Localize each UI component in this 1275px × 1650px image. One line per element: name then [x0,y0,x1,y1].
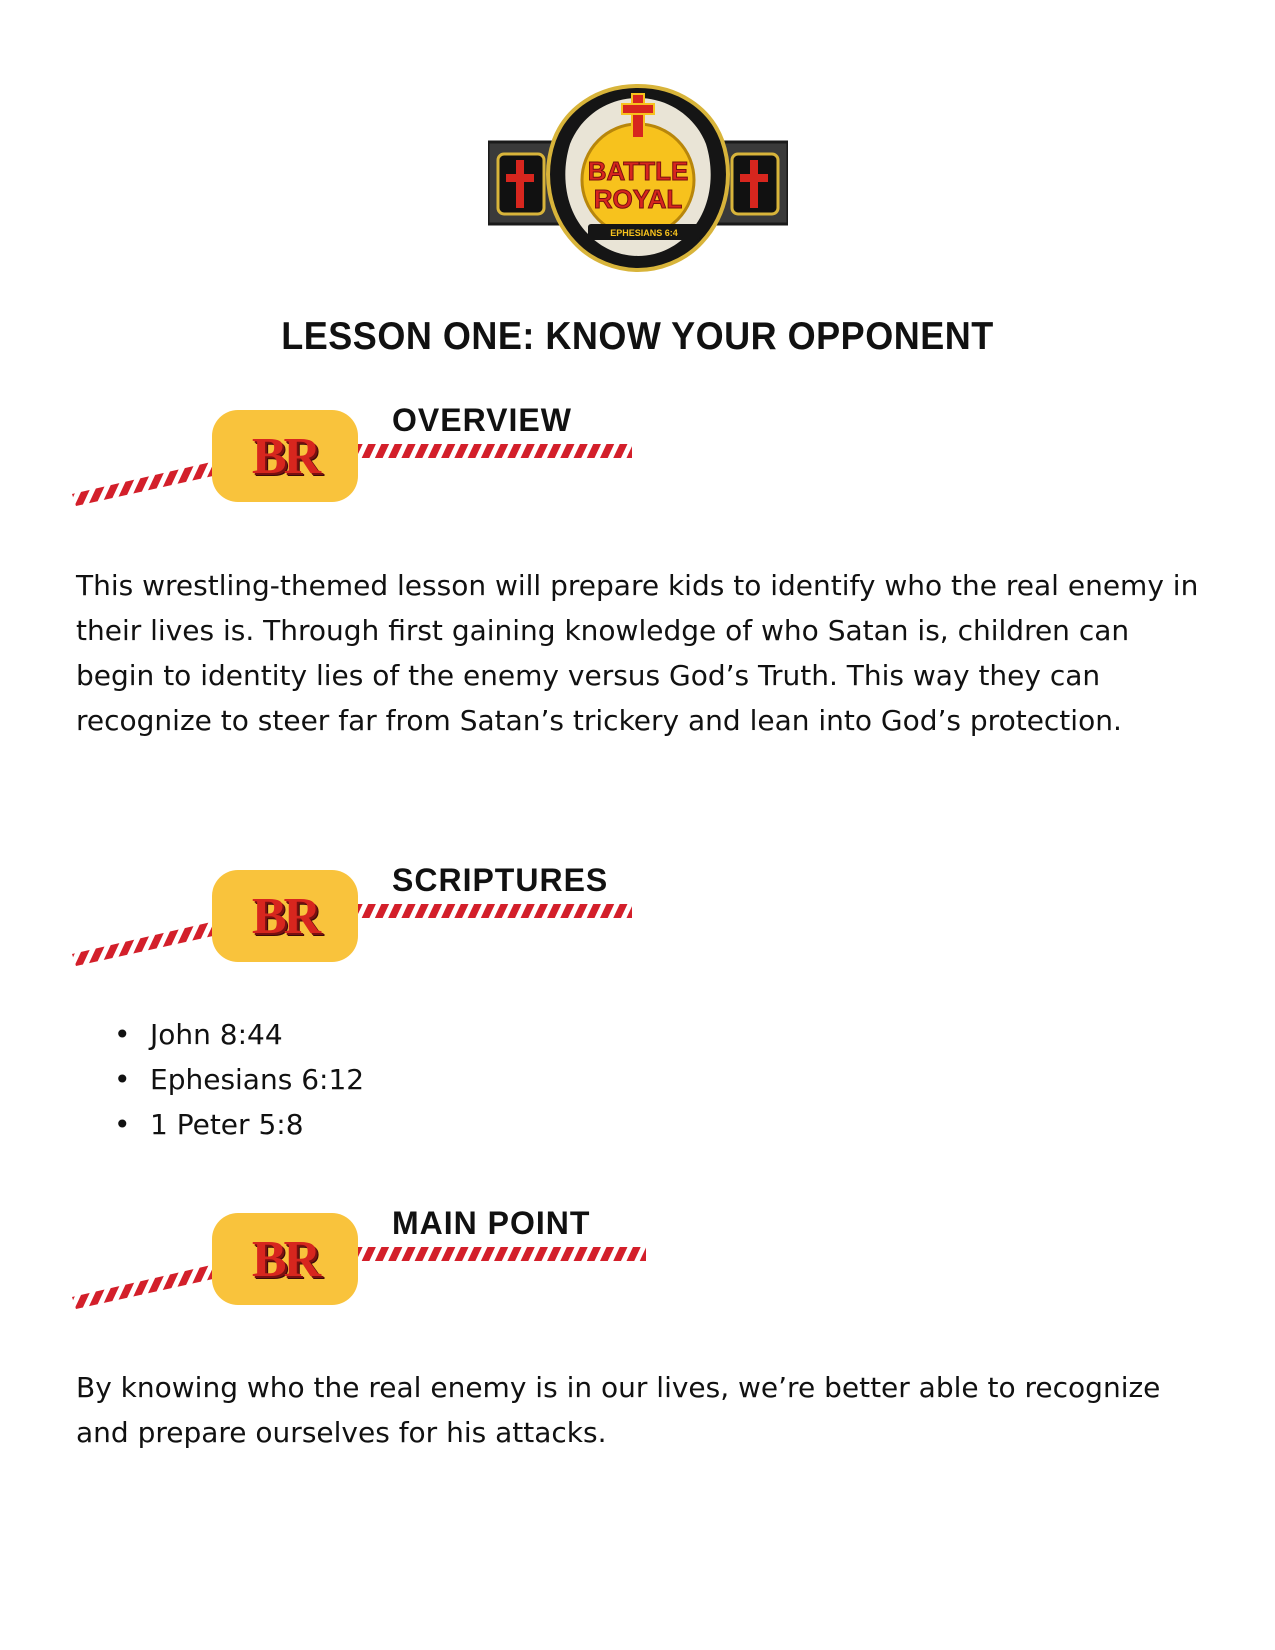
rope-graphic [70,1205,690,1325]
bullet-icon: • [114,1063,131,1096]
scriptures-header [70,862,690,982]
main-point-text: By knowing who the real enemy is in our lives, we’re better able to recognize and prepare ourselves for his attacks. [76,1371,1161,1449]
logo-top-text: BATTLE [587,156,689,186]
scriptures-label: SCRIPTURES [392,862,609,898]
list-item [76,1057,364,1102]
scripture-reference: 1 Peter 5:8 [150,1108,304,1141]
br-badge [212,1213,358,1305]
overview-label: OVERVIEW [392,402,572,438]
rope-graphic [70,402,690,522]
championship-belt-icon [488,84,788,272]
bullet-icon: • [114,1108,131,1141]
br-badge-text: BR [251,427,319,485]
logo-bottom-text: ROYAL [593,184,683,214]
br-badge [212,870,358,962]
main-point-label: MAIN POINT [392,1205,591,1241]
page-title: LESSON ONE: KNOW YOUR OPPONENT [281,313,994,358]
br-badge [212,410,358,502]
overview-header [70,402,690,522]
scripture-reference: John 8:44 [150,1018,283,1051]
bullet-icon: • [114,1018,131,1051]
main-point-header [70,1205,690,1325]
scripture-list [76,1012,364,1147]
br-badge-text: BR [251,1230,319,1288]
scripture-reference: Ephesians 6:12 [150,1063,365,1096]
br-badge-text: BR [251,887,319,945]
list-item [76,1102,364,1147]
list-item [76,1012,364,1057]
battle-royal-logo [488,84,788,272]
logo-verse: EPHESIANS 6:4 [610,228,678,238]
overview-text: This wrestling-themed lesson will prepare kids to identify who the real enemy in their lives is. Through first gaining knowledge of who Satan is, children can begin to identity lies of the enemy versus God’s Truth. This way they can recognize to steer far from Satan’s trickery and lean into God’s protection. [76,569,1199,737]
